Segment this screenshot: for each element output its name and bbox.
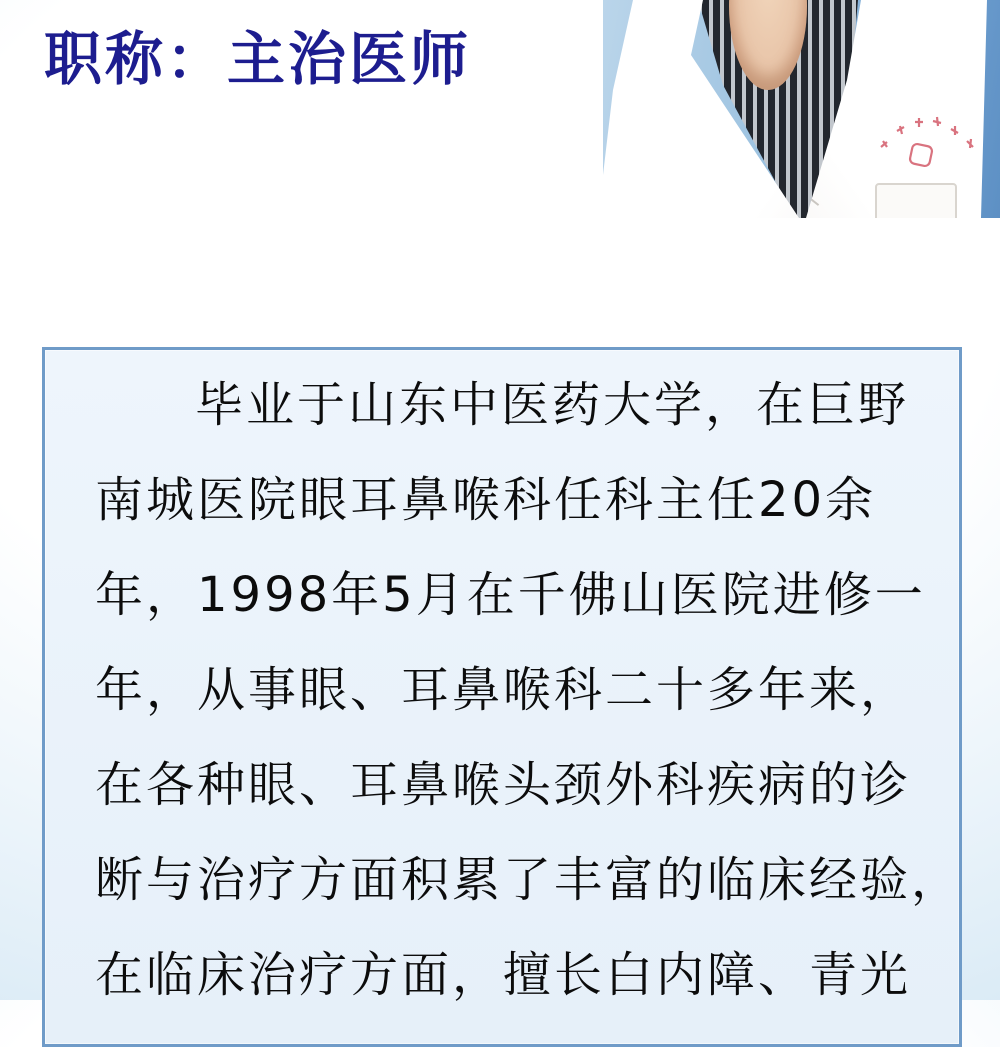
- bio-line-2: 南城医院眼耳鼻喉科任科主任20余: [95, 472, 877, 528]
- doctor-photo: [603, 0, 1000, 218]
- bio-box: [42, 347, 962, 1047]
- coat-pocket: [875, 183, 957, 218]
- bio-line-5: 在各种眼、耳鼻喉头颈外科疾病的诊: [95, 757, 912, 813]
- bio-line-7: 在临床治疗方面，擅长白内障、青光: [95, 947, 912, 1003]
- bio-line-6: 断与治疗方面积累了丰富的临床经验，: [95, 852, 963, 908]
- bio-line-3: 年，1998年5月在千佛山医院进修一: [95, 567, 926, 623]
- bio-text: [45, 350, 963, 1023]
- hospital-embroidery-icon: [873, 105, 983, 175]
- job-title: 职称：主治医师: [44, 25, 472, 93]
- bio-line-4: 年，从事眼、耳鼻喉科二十多年来，: [95, 662, 912, 718]
- bio-line-1: 毕业于山东中医药大学，在巨野: [195, 377, 910, 433]
